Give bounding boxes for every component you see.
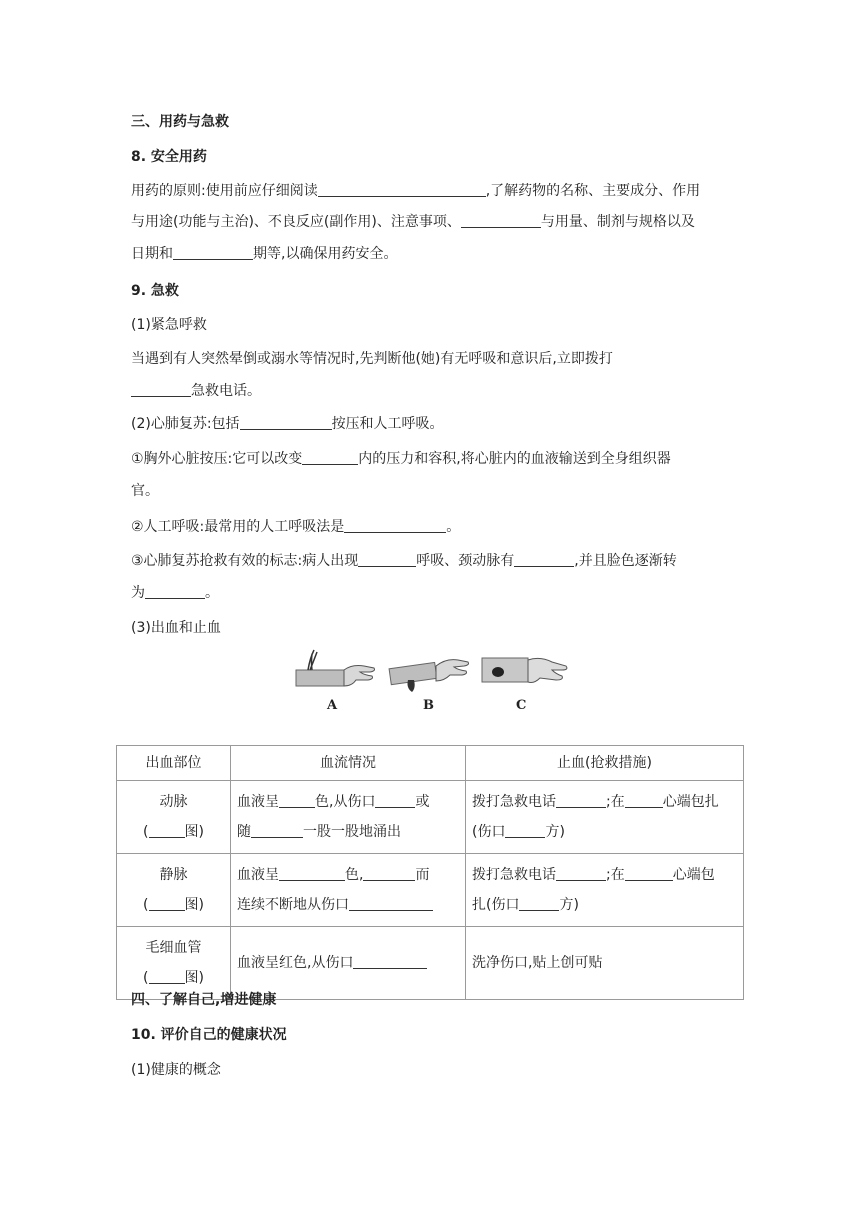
figure-label-c: C [516,698,527,713]
hand-c-icon [482,658,567,683]
answer-blank[interactable] [625,793,663,808]
q9-c3-cont: 为 。 [131,585,219,601]
answer-blank[interactable] [505,823,545,838]
answer-blank[interactable] [363,866,415,881]
q9-heading: 9. 急救 [131,283,179,299]
cell-capillary-flow: 血液呈红色,从伤口 [231,927,466,1000]
answer-blank[interactable] [556,866,606,881]
header-aid: 止血(抢救措施) [466,746,744,781]
cell-vein-flow: 血液呈 色, 而 连续不断地从伤口 [231,854,466,927]
q9-c1: ①胸外心脏按压:它可以改变 内的压力和容积,将心脏内的血液输送到全身组织器 [131,451,671,467]
figure-label-a: A [327,698,338,713]
answer-blank[interactable] [375,793,415,808]
answer-blank[interactable] [173,245,253,260]
q8-line-3: 日期和 期等,以确保用药安全。 [131,246,398,262]
q9-c2: ②人工呼吸:最常用的人工呼吸法是 。 [131,519,461,535]
table-row-vein [117,854,744,927]
cell-artery-aid: 拨打急救电话 ;在 心端包扎 (伤口 方) [466,781,744,854]
answer-blank[interactable] [251,823,303,838]
q9-s1: (1)紧急呼救 [131,317,207,333]
answer-blank[interactable] [353,954,427,969]
header-site: 出血部位 [117,746,231,781]
answer-blank[interactable] [318,182,486,197]
cell-capillary-site: 毛细血管 ( 图) [117,927,231,1000]
cell-capillary-aid: 洗净伤口,贴上创可贴 [466,927,744,1000]
hand-a-icon [296,650,375,686]
bleeding-figure [290,648,580,718]
q8-heading: 8. 安全用药 [131,149,207,165]
cell-artery-site: 动脉 ( 图) [117,781,231,854]
answer-blank[interactable] [279,866,345,881]
q9-c3: ③心肺复苏抢救有效的标志:病人出现 呼吸、颈动脉有 ,并且脸色逐渐转 [131,553,677,569]
answer-blank[interactable] [349,896,433,911]
q8-line-2: 与用途(功能与主治)、不良反应(副作用)、注意事项、 与用量、制剂与规格以及 [131,214,695,230]
section-heading-4: 四、了解自己,增进健康 [131,992,277,1008]
answer-blank[interactable] [461,213,541,228]
answer-blank[interactable] [279,793,315,808]
answer-blank[interactable] [145,584,205,599]
answer-blank[interactable] [625,866,673,881]
answer-blank[interactable] [344,518,446,533]
q9-s1-text2: 急救电话。 [131,381,261,401]
section-heading-3: 三、用药与急救 [131,114,229,130]
bleeding-table [116,745,744,1000]
answer-blank[interactable] [556,793,606,808]
answer-blank[interactable] [131,382,191,397]
answer-blank[interactable] [149,969,185,984]
answer-blank[interactable] [240,415,332,430]
answer-blank[interactable] [358,552,416,567]
answer-blank[interactable] [514,552,574,567]
cell-vein-site: 静脉 ( 图) [117,854,231,927]
table-header-row [117,746,744,781]
q9-s3: (3)出血和止血 [131,620,221,636]
answer-blank[interactable] [519,896,559,911]
cell-vein-aid: 拨打急救电话 ;在 心端包 扎(伤口 方) [466,854,744,927]
answer-blank[interactable] [149,896,185,911]
q10-heading: 10. 评价自己的健康状况 [131,1027,287,1043]
header-flow: 血流情况 [231,746,466,781]
table-row-artery [117,781,744,854]
figure-label-b: B [423,698,434,713]
table-row-capillary [117,927,744,1000]
cell-artery-flow: 血液呈 色,从伤口 或 随 一股一股地涌出 [231,781,466,854]
q9-s1-text: 当遇到有人突然晕倒或溺水等情况时,先判断他(她)有无呼吸和意识后,立即拨打 [131,351,613,367]
q9-s2: (2)心肺复苏:包括 按压和人工呼吸。 [131,416,444,432]
q8-line-1: 用药的原则:使用前应仔细阅读 ,了解药物的名称、主要成分、作用 [131,183,701,199]
answer-blank[interactable] [149,823,185,838]
hand-b-icon [389,660,468,692]
q9-c1-cont: 官。 [131,483,159,499]
hands-illustration [290,648,580,698]
answer-blank[interactable] [302,450,358,465]
q10-s1: (1)健康的概念 [131,1062,221,1078]
